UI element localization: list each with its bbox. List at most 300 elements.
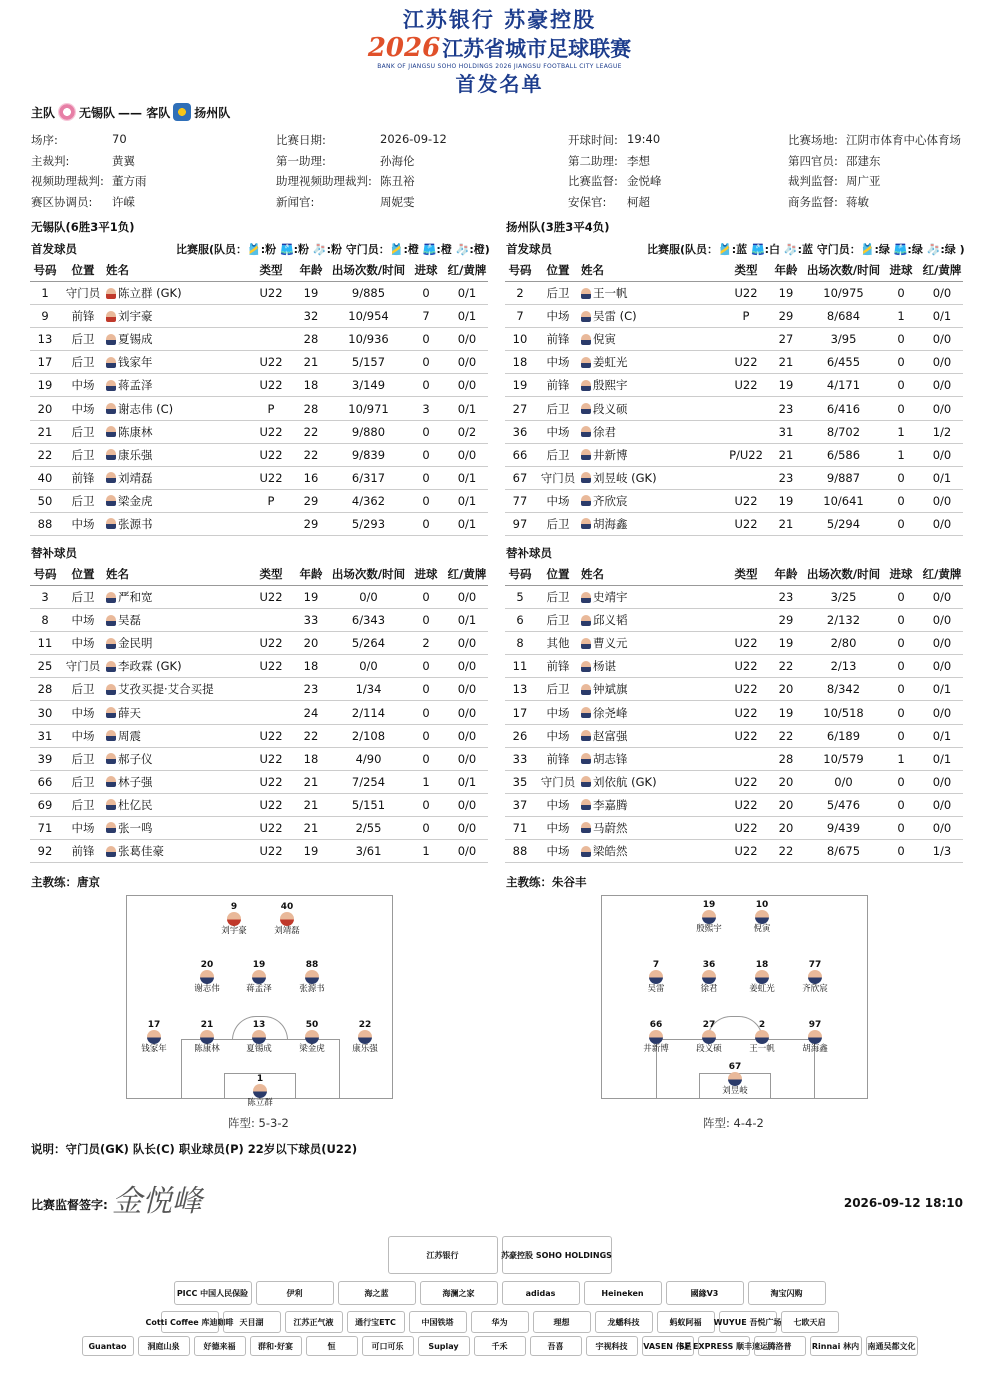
table-cell: 6/189 bbox=[826, 728, 861, 743]
table-cell: U22 bbox=[259, 820, 283, 835]
player-avatar-icon bbox=[581, 776, 591, 787]
player-name: 陈立群 (GK) bbox=[118, 286, 182, 301]
info-value: 孙海伦 bbox=[380, 153, 415, 168]
table-cell: 28 bbox=[778, 751, 794, 766]
table-cell: 21 bbox=[303, 820, 319, 835]
table-cell: 19 bbox=[303, 286, 319, 301]
away-separator: —— 客队 bbox=[118, 105, 171, 120]
table-header bbox=[30, 259, 488, 282]
table-cell: 中场 bbox=[71, 516, 95, 531]
player-avatar-icon bbox=[106, 615, 116, 626]
player-name-cell bbox=[106, 354, 251, 370]
table-cell: 5 bbox=[516, 590, 524, 605]
player-name: 王一帆 bbox=[593, 286, 628, 301]
player-avatar-icon bbox=[106, 592, 116, 603]
info-label: 主裁判: bbox=[31, 153, 70, 168]
player-name: 胡海鑫 bbox=[593, 516, 628, 531]
away-coach: 主教练：朱谷丰 bbox=[506, 875, 587, 889]
pitch-player-number: 27 bbox=[702, 1020, 716, 1030]
sponsor-logo: 南通吴都文化 bbox=[866, 1336, 918, 1356]
info-label: 第二助理: bbox=[568, 153, 618, 168]
column-header: 红/黄牌 bbox=[922, 567, 962, 581]
table-cell: 40 bbox=[37, 470, 53, 485]
table-cell: U22 bbox=[734, 728, 758, 743]
home-subs-heading: 替补球员 bbox=[31, 546, 77, 560]
pitch-player-name: 陈立群 bbox=[247, 1098, 273, 1108]
pitch-player-name: 段义硕 bbox=[696, 1044, 722, 1054]
player-name: 刘宇豪 bbox=[118, 309, 153, 324]
table-row bbox=[505, 513, 963, 536]
table-cell: 6/416 bbox=[826, 401, 861, 416]
player-name: 曹义元 bbox=[593, 636, 628, 651]
table-cell: U22 bbox=[734, 705, 758, 720]
title-sponsors: 江苏银行 苏豪控股 bbox=[402, 8, 597, 32]
table-cell: U22 bbox=[259, 590, 283, 605]
table-cell: 中场 bbox=[71, 401, 95, 416]
pitch-player-number: 17 bbox=[147, 1020, 161, 1030]
table-cell: 20 bbox=[778, 682, 794, 697]
table-row bbox=[30, 655, 488, 678]
player-avatar-icon bbox=[702, 970, 716, 984]
table-cell: 中场 bbox=[546, 493, 570, 508]
table-row bbox=[505, 817, 963, 840]
player-name-cell bbox=[581, 308, 726, 324]
player-avatar-icon bbox=[252, 970, 266, 984]
table-cell: U22 bbox=[734, 378, 758, 393]
sponsor-logo: SF EXPRESS 顺丰速运 bbox=[698, 1336, 750, 1356]
table-cell: 中场 bbox=[546, 797, 570, 812]
column-header: 姓名 bbox=[106, 567, 129, 581]
table-cell: 7/254 bbox=[351, 774, 386, 789]
table-cell: U22 bbox=[259, 774, 283, 789]
player-name-cell bbox=[106, 658, 251, 674]
table-cell: 0/0 bbox=[932, 613, 952, 628]
table-cell: U22 bbox=[259, 751, 283, 766]
table-cell: 27 bbox=[512, 401, 528, 416]
sponsor-logo: 中国铁塔 bbox=[409, 1311, 467, 1333]
table-cell: 9/839 bbox=[351, 447, 386, 462]
pitch-player-number: 40 bbox=[280, 902, 294, 912]
table-cell: 1 bbox=[897, 751, 905, 766]
table-cell: 19 bbox=[778, 286, 794, 301]
table-cell: 0/1 bbox=[457, 774, 477, 789]
player-avatar-icon bbox=[106, 846, 116, 857]
player-avatar-icon bbox=[702, 910, 716, 924]
table-cell: 2/80 bbox=[830, 636, 857, 651]
table-cell: 后卫 bbox=[546, 682, 570, 697]
table-cell: U22 bbox=[259, 636, 283, 651]
info-value: 董方雨 bbox=[112, 174, 147, 188]
table-cell: U22 bbox=[259, 424, 283, 439]
teams-line bbox=[31, 102, 230, 122]
table-cell: 后卫 bbox=[71, 424, 95, 439]
player-avatar-icon bbox=[106, 311, 116, 322]
player-name-cell bbox=[106, 447, 251, 463]
table-cell: 0/0 bbox=[457, 728, 477, 743]
table-cell: 0 bbox=[897, 401, 905, 416]
table-cell: 0 bbox=[897, 636, 905, 651]
table-cell: 19 bbox=[37, 378, 53, 393]
player-avatar-icon bbox=[581, 403, 591, 414]
player-name: 井新博 bbox=[593, 447, 628, 462]
table-cell: 19 bbox=[778, 705, 794, 720]
column-header: 姓名 bbox=[581, 263, 604, 277]
table-cell: 0/1 bbox=[457, 286, 477, 301]
pitch-player-name: 康乐强 bbox=[352, 1044, 378, 1054]
table-cell: 0 bbox=[422, 751, 430, 766]
player-name-cell bbox=[106, 516, 251, 532]
table-cell: 0/0 bbox=[359, 659, 378, 674]
player-name-cell bbox=[581, 285, 726, 301]
pitch-player-number: 66 bbox=[649, 1020, 663, 1030]
column-header: 年龄 bbox=[774, 567, 798, 581]
table-cell: 中场 bbox=[71, 636, 95, 651]
player-name-cell bbox=[581, 797, 726, 813]
player-avatar-icon bbox=[581, 357, 591, 368]
pitch-player bbox=[737, 900, 787, 934]
info-value: 陈丑裕 bbox=[380, 174, 415, 188]
table-cell: 0/1 bbox=[932, 470, 952, 485]
table-cell: 21 bbox=[778, 355, 794, 370]
player-name: 史靖宇 bbox=[593, 590, 628, 605]
table-cell: 前锋 bbox=[546, 378, 570, 393]
table-row bbox=[30, 467, 488, 490]
table-cell: 35 bbox=[512, 774, 528, 789]
table-cell: U22 bbox=[734, 797, 758, 812]
table-row bbox=[30, 609, 488, 632]
pitch-player bbox=[287, 960, 337, 994]
pitch-player-name: 吴雷 bbox=[647, 984, 665, 994]
table-cell: 25 bbox=[37, 659, 53, 674]
signature-label: 比赛监督签字: bbox=[31, 1198, 108, 1212]
player-name-cell bbox=[106, 843, 251, 859]
pitch-player bbox=[737, 1020, 787, 1054]
table-cell: U22 bbox=[734, 286, 758, 301]
away-team-name: 扬州队 bbox=[194, 105, 231, 120]
sponsor-logo: 淘宝闪购 bbox=[748, 1281, 826, 1305]
table-header bbox=[30, 563, 488, 586]
table-row bbox=[30, 397, 488, 420]
table-row bbox=[505, 421, 963, 444]
player-avatar-icon bbox=[106, 472, 116, 483]
table-cell: 0/0 bbox=[359, 590, 378, 605]
table-row bbox=[30, 444, 488, 467]
table-row bbox=[30, 840, 488, 863]
sponsor-logo: Rinnai 林内 bbox=[810, 1336, 862, 1356]
table-cell: 28 bbox=[303, 332, 319, 347]
table-cell: 0/1 bbox=[457, 309, 477, 324]
player-avatar-icon bbox=[106, 380, 116, 391]
table-row bbox=[505, 467, 963, 490]
player-avatar-icon bbox=[106, 822, 116, 833]
home-pitch bbox=[126, 895, 393, 1108]
table-row bbox=[30, 771, 488, 794]
player-name-cell bbox=[106, 797, 251, 813]
sponsor-logo: Suplay bbox=[418, 1336, 470, 1356]
table-cell: 0/1 bbox=[457, 493, 477, 508]
pitch-player bbox=[182, 1020, 232, 1054]
pitch-player-number: 67 bbox=[728, 1062, 742, 1072]
player-name-cell bbox=[581, 424, 726, 440]
table-cell: 71 bbox=[37, 820, 53, 835]
player-name-cell bbox=[106, 705, 251, 721]
sponsor-logo: WUYUE 吾悦广场 bbox=[719, 1311, 777, 1333]
table-cell: 8/702 bbox=[826, 424, 861, 439]
info-label: 第四官员: bbox=[788, 153, 838, 168]
table-cell: 前锋 bbox=[71, 844, 95, 859]
pitch-player bbox=[129, 1020, 179, 1054]
player-avatar-icon bbox=[106, 357, 116, 368]
table-cell: 29 bbox=[303, 493, 319, 508]
player-avatar-icon bbox=[581, 846, 591, 857]
pitch-player-number: 9 bbox=[230, 902, 238, 912]
player-avatar-icon bbox=[200, 970, 214, 984]
table-cell: 10/518 bbox=[823, 705, 864, 720]
table-cell: 9/439 bbox=[826, 820, 861, 835]
table-cell: 6/455 bbox=[826, 355, 861, 370]
table-cell: 21 bbox=[778, 447, 794, 462]
player-avatar-icon bbox=[581, 638, 591, 649]
table-cell: 后卫 bbox=[546, 613, 570, 628]
pitch-player-number: 20 bbox=[200, 960, 214, 970]
table-cell: 13 bbox=[512, 682, 528, 697]
home-starters-table bbox=[30, 259, 488, 536]
table-cell: 2 bbox=[516, 286, 524, 301]
table-cell: U22 bbox=[259, 447, 283, 462]
player-name: 艾孜买提·艾合买提 bbox=[118, 682, 214, 697]
table-cell: U22 bbox=[259, 470, 283, 485]
table-cell: 3/25 bbox=[830, 590, 857, 605]
player-name-cell bbox=[106, 635, 251, 651]
sponsor-logo: adidas bbox=[502, 1281, 580, 1305]
table-cell: 守门员 bbox=[65, 659, 101, 674]
table-cell: 19 bbox=[778, 493, 794, 508]
player-name-cell bbox=[581, 377, 726, 393]
table-cell: P/U22 bbox=[729, 447, 763, 462]
table-cell: 18 bbox=[512, 355, 528, 370]
player-avatar-icon bbox=[755, 1030, 769, 1044]
table-cell: 66 bbox=[37, 774, 53, 789]
column-header: 红/黄牌 bbox=[447, 567, 487, 581]
table-cell: 0 bbox=[897, 355, 905, 370]
column-header: 进球 bbox=[889, 263, 913, 277]
table-cell: 0/0 bbox=[932, 636, 952, 651]
player-name: 徐君 bbox=[593, 424, 616, 439]
table-cell: 3 bbox=[422, 401, 430, 416]
table-cell: 中场 bbox=[546, 844, 570, 859]
table-cell: 0/1 bbox=[932, 682, 952, 697]
column-header: 红/黄牌 bbox=[447, 263, 487, 277]
table-cell: 21 bbox=[303, 774, 319, 789]
player-name: 张葛佳豪 bbox=[118, 844, 164, 859]
page-title: 首发名单 bbox=[455, 72, 544, 96]
info-value: 19:40 bbox=[627, 132, 661, 146]
sponsor-logo: 好德来福 bbox=[194, 1336, 246, 1356]
table-cell: 9/880 bbox=[351, 424, 386, 439]
table-cell: 7 bbox=[422, 309, 430, 324]
player-name-cell bbox=[106, 751, 251, 767]
player-name-cell bbox=[581, 401, 726, 417]
table-cell: 17 bbox=[512, 705, 528, 720]
pitch-player bbox=[684, 900, 734, 934]
table-cell: 0/0 bbox=[932, 447, 952, 462]
player-name: 胡志锋 bbox=[593, 751, 628, 766]
table-cell: 后卫 bbox=[71, 447, 95, 462]
player-name: 夏锡成 bbox=[118, 332, 153, 347]
table-cell: 0 bbox=[422, 820, 430, 835]
column-header: 号码 bbox=[508, 263, 532, 277]
player-avatar-icon bbox=[581, 495, 591, 506]
table-cell: 5/264 bbox=[351, 636, 386, 651]
pitch-player-number: 7 bbox=[652, 960, 660, 970]
table-cell: 0/0 bbox=[457, 636, 477, 651]
table-cell: 32 bbox=[303, 309, 319, 324]
column-header: 进球 bbox=[414, 567, 438, 581]
sponsor-logo: 通行宝ETC bbox=[347, 1311, 405, 1333]
pitch-player bbox=[209, 902, 259, 936]
table-row bbox=[505, 655, 963, 678]
sponsor-logo: Guantao bbox=[82, 1336, 134, 1356]
player-name-cell bbox=[581, 728, 726, 744]
table-cell: 4/171 bbox=[826, 378, 861, 393]
table-cell: 36 bbox=[512, 424, 528, 439]
column-header: 姓名 bbox=[581, 567, 604, 581]
table-cell: 0 bbox=[422, 378, 430, 393]
player-name-cell bbox=[106, 774, 251, 790]
table-cell: 10/954 bbox=[348, 309, 389, 324]
table-cell: 0 bbox=[897, 613, 905, 628]
table-cell: 22 bbox=[37, 447, 53, 462]
table-cell: 0 bbox=[897, 470, 905, 485]
home-coach: 主教练：唐京 bbox=[31, 875, 100, 889]
table-cell: 0/0 bbox=[932, 286, 952, 301]
player-name: 钱家年 bbox=[118, 355, 153, 370]
info-value: 2026-09-12 bbox=[380, 132, 447, 146]
table-cell: 0/0 bbox=[932, 493, 952, 508]
away-subs-heading: 替补球员 bbox=[506, 546, 552, 560]
table-cell: 0/0 bbox=[457, 820, 477, 835]
player-name-cell bbox=[581, 658, 726, 674]
table-cell: 后卫 bbox=[546, 286, 570, 301]
info-value: 蒋敏 bbox=[846, 194, 869, 209]
table-cell: P bbox=[267, 493, 275, 508]
table-cell: 后卫 bbox=[546, 516, 570, 531]
player-avatar-icon bbox=[106, 495, 116, 506]
column-header: 号码 bbox=[33, 567, 57, 581]
pitch-player bbox=[790, 1020, 840, 1054]
info-label: 助理视频助理裁判: bbox=[276, 174, 372, 188]
table-cell: 0 bbox=[897, 659, 905, 674]
column-header: 号码 bbox=[33, 263, 57, 277]
sponsor-row-2 bbox=[0, 1281, 999, 1305]
column-header: 出场次数/时间 bbox=[806, 263, 881, 277]
sponsor-logo: 龙蟠科技 bbox=[595, 1311, 653, 1333]
table-row bbox=[505, 282, 963, 305]
table-cell: U22 bbox=[734, 844, 758, 859]
player-avatar-icon bbox=[581, 730, 591, 741]
player-name-cell bbox=[106, 493, 251, 509]
pitch-player bbox=[790, 960, 840, 994]
table-row bbox=[30, 794, 488, 817]
table-cell: 8/684 bbox=[826, 309, 861, 324]
table-cell: 0/1 bbox=[457, 613, 477, 628]
table-cell: 21 bbox=[37, 424, 53, 439]
table-cell: 20 bbox=[778, 820, 794, 835]
table-row bbox=[30, 632, 488, 655]
table-cell: 中场 bbox=[71, 378, 95, 393]
column-header: 年龄 bbox=[299, 567, 323, 581]
table-row bbox=[505, 632, 963, 655]
player-name-cell bbox=[581, 843, 726, 859]
table-cell: 71 bbox=[512, 820, 528, 835]
table-cell: 20 bbox=[37, 401, 53, 416]
table-cell: 0 bbox=[897, 332, 905, 347]
column-header: 红/黄牌 bbox=[922, 263, 962, 277]
sponsor-logo: VASEN 伟星 bbox=[642, 1336, 694, 1356]
table-cell: U22 bbox=[734, 516, 758, 531]
home-team-name: 无锡队 bbox=[79, 105, 116, 120]
table-cell: 0/1 bbox=[457, 470, 477, 485]
player-avatar-icon bbox=[649, 970, 663, 984]
table-cell: 10/579 bbox=[823, 751, 864, 766]
player-avatar-icon bbox=[106, 707, 116, 718]
table-cell: 0 bbox=[897, 516, 905, 531]
timestamp: 2026-09-12 18:10 bbox=[843, 1196, 963, 1210]
player-name-cell bbox=[106, 681, 251, 697]
player-avatar-icon bbox=[106, 638, 116, 649]
table-cell: 后卫 bbox=[71, 590, 95, 605]
pitch-player bbox=[684, 960, 734, 994]
table-cell: 后卫 bbox=[546, 447, 570, 462]
player-name: 薛天 bbox=[118, 705, 141, 720]
table-cell: 后卫 bbox=[71, 682, 95, 697]
info-value: 柯超 bbox=[627, 194, 650, 209]
player-name-cell bbox=[106, 728, 251, 744]
info-label: 第一助理: bbox=[276, 153, 326, 168]
table-cell: 10/936 bbox=[348, 332, 389, 347]
column-header: 出场次数/时间 bbox=[806, 567, 881, 581]
table-header bbox=[505, 563, 963, 586]
table-cell: 中场 bbox=[546, 309, 570, 324]
table-cell: U22 bbox=[259, 844, 283, 859]
table-row bbox=[505, 725, 963, 748]
sponsor-logo: 华为 bbox=[471, 1311, 529, 1333]
table-cell: 后卫 bbox=[546, 590, 570, 605]
info-label: 安保官: bbox=[568, 194, 607, 209]
table-cell: 0/0 bbox=[457, 590, 477, 605]
info-value: 70 bbox=[112, 132, 127, 146]
sponsor-logo: 可口可乐 bbox=[362, 1336, 414, 1356]
away-badge-icon bbox=[173, 103, 191, 121]
table-cell: 3/149 bbox=[351, 378, 386, 393]
pitch-player-number: 2 bbox=[758, 1020, 766, 1030]
table-cell: 0/0 bbox=[457, 682, 477, 697]
player-avatar-icon bbox=[106, 288, 116, 299]
pitch-player-name: 张源书 bbox=[299, 984, 325, 994]
table-cell: 2/13 bbox=[830, 659, 857, 674]
table-row bbox=[30, 701, 488, 724]
player-name-cell bbox=[106, 470, 251, 486]
player-name-cell bbox=[581, 470, 726, 486]
player-name: 张源书 bbox=[118, 516, 153, 531]
table-cell: 后卫 bbox=[546, 401, 570, 416]
table-cell: 23 bbox=[303, 682, 319, 697]
table-cell: 13 bbox=[37, 332, 53, 347]
player-avatar-icon bbox=[106, 403, 116, 414]
player-avatar-icon bbox=[808, 1030, 822, 1044]
table-cell: 后卫 bbox=[71, 493, 95, 508]
table-cell: 26 bbox=[512, 728, 528, 743]
